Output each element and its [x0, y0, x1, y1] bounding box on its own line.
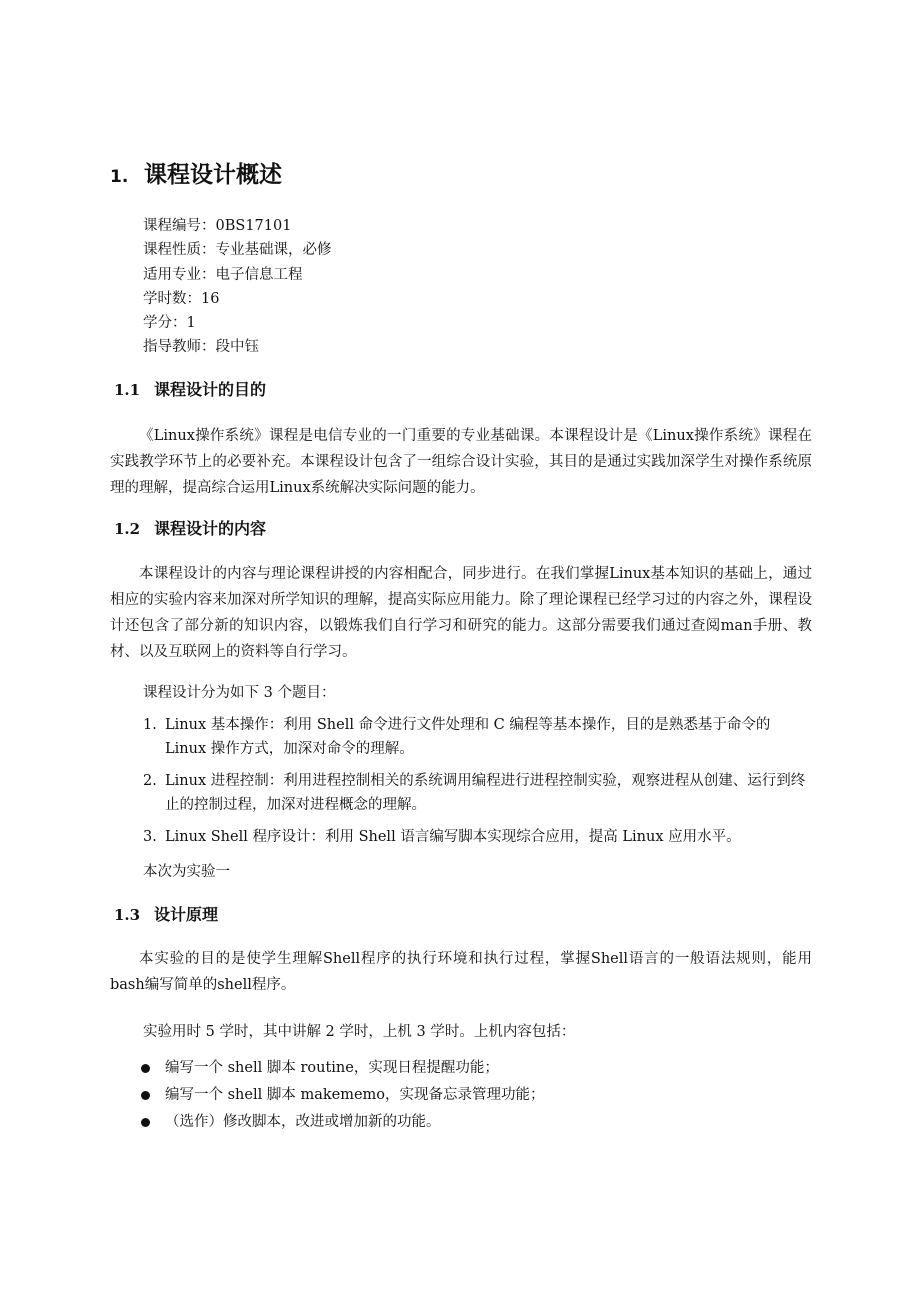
subsection-title: 课程设计的目的 — [154, 380, 267, 399]
course-info-code: 课程编号：0BS17101 — [143, 218, 292, 234]
bullet-dot-icon — [141, 1118, 150, 1127]
lab-intro: 实验用时 5 学时，其中讲解 2 学时，上机 3 学时。上机内容包括： — [143, 1024, 576, 1040]
purpose-paragraph: 《Linux操作系统》课程是电信专业的一门重要的专业基础课。本课程设计是《Linux操作系统》课程在实践教学环节上的必要补充。本课程设计包含了一组综合设计实验，其目的是通过实践加深学生对操作系统原理的理解，提高综合运用Linux系统解决实际问题的能力。 — [110, 428, 812, 496]
list-item — [143, 825, 813, 849]
list-item — [143, 769, 813, 817]
list-item-text: Linux 基本操作：利用 Shell 命令进行文件处理和 C 编程等基本操作，目的是熟悉基于命令的 Linux 操作方式，加深对命令的理解。 — [165, 717, 771, 757]
content-paragraph: 本课程设计的内容与理论课程讲授的内容相配合，同步进行。在我们掌握Linux基本知识的基础上，通过相应的实验内容来加深对所学知识的理解，提高实际应用能力。除了理论课程已经学习过的内容之外，课程设计还包含了部分新的知识内容，以锻炼我们自行学习和研究的能力。这部分需要我们通过查阅man手册、教材、以及互联网上的资料等自行学习。 — [110, 566, 812, 660]
bullet-item-text: （选作）修改脚本，改进或增加新的功能。 — [165, 1114, 441, 1130]
section-heading-1-2 — [114, 516, 266, 539]
subsection-number: 1.2 — [114, 520, 141, 538]
bullet-dot-icon — [141, 1064, 150, 1073]
section-title: 课程设计概述 — [144, 162, 282, 188]
list-item-number: 1. — [143, 717, 157, 733]
bullet-item — [140, 1110, 820, 1135]
course-info-hours: 学时数：16 — [143, 290, 220, 307]
subsection-number: 1.3 — [114, 906, 141, 924]
subsection-title: 设计原理 — [154, 905, 219, 924]
subsection-number: 1.1 — [114, 381, 141, 399]
bullet-dot-icon — [141, 1091, 150, 1100]
course-info-nature: 课程性质：专业基础课，必修 — [143, 242, 332, 259]
section-heading-1-3 — [114, 902, 218, 925]
topics-list — [143, 713, 813, 857]
section-number: 1. — [110, 167, 129, 187]
list-item — [143, 713, 813, 761]
subsection-title: 课程设计的内容 — [154, 519, 267, 538]
course-info-credit: 学分：1 — [143, 315, 196, 332]
list-item-number: 2. — [143, 773, 157, 789]
principle-paragraph: 本实验的目的是使学生理解Shell程序的执行环境和执行过程，掌握Shell语言的一般语法规则，能用bash编写简单的shell程序。 — [110, 951, 812, 993]
course-info-teacher: 指导教师：段中钰 — [143, 339, 259, 356]
list-item-number: 3. — [143, 829, 157, 845]
bullet-item-text: 编写一个 shell 脚本 routine，实现日程提醒功能； — [165, 1060, 499, 1076]
topics-intro: 课程设计分为如下 3 个题目： — [143, 685, 336, 701]
bullet-item — [140, 1083, 820, 1108]
list-item-text: Linux Shell 程序设计：利用 Shell 语言编写脚本实现综合应用，提高 Linux 应用水平。 — [165, 829, 741, 845]
list-item-text: Linux 进程控制：利用进程控制相关的系统调用编程进行进程控制实验，观察进程从创建、运行到终止的控制过程，加深对进程概念的理解。 — [165, 773, 806, 813]
bullet-item — [140, 1056, 820, 1081]
course-info-major: 适用专业：电子信息工程 — [143, 266, 303, 283]
course-info — [143, 214, 332, 360]
section-heading-1 — [110, 156, 282, 189]
bullet-item-text: 编写一个 shell 脚本 makememo，实现备忘录管理功能； — [165, 1087, 545, 1103]
section-heading-1-1 — [114, 377, 266, 400]
experiment-note: 本次为实验一 — [143, 864, 230, 880]
lab-task-list — [140, 1056, 820, 1137]
